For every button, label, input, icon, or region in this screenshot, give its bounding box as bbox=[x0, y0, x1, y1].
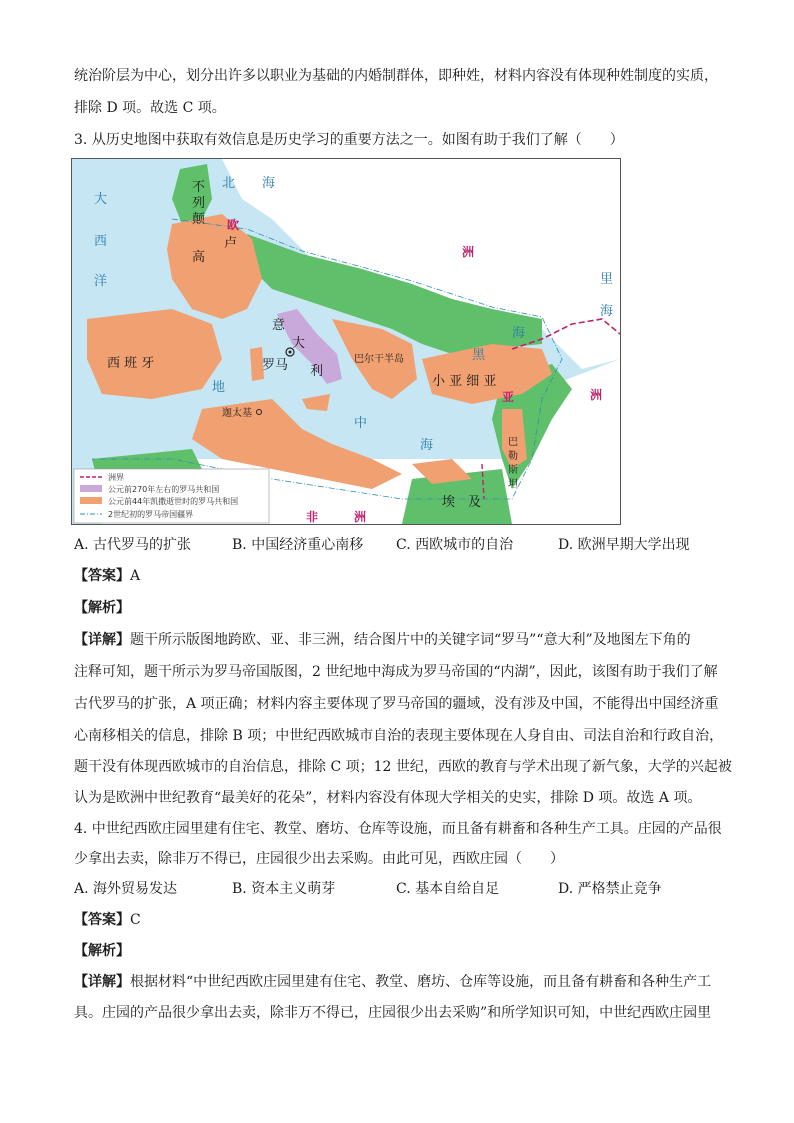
explanation-line: 古代罗马的扩张，A 项正确；材料内容主要体现了罗马帝国的疆域，没有涉及中国，不能得出中国经济重 bbox=[74, 696, 719, 712]
svg-text:公元前270年左右的罗马共和国: 公元前270年左右的罗马共和国 bbox=[108, 485, 220, 494]
answer-3: 【答案】A bbox=[74, 568, 141, 584]
question-4-cont: 少拿出去卖，除非万不得已，庄园很少出去采购。由此可见，西欧庄园（ ） bbox=[74, 851, 564, 867]
option-c[interactable]: C. 基本自给自足 bbox=[396, 881, 500, 897]
option-a[interactable]: A. 海外贸易发达 bbox=[74, 881, 178, 897]
label-egypt: 埃 及 bbox=[442, 495, 482, 510]
analysis-heading: 【解析】 bbox=[74, 943, 130, 959]
label-gaul: 高 bbox=[192, 250, 206, 265]
label-balkans: 巴尔干半岛 bbox=[354, 354, 404, 365]
svg-text:卢: 卢 bbox=[224, 236, 238, 251]
explanation-line: 具。庄园的产品很少拿出去卖，除非万不得已，庄园很少出去采购”和所学知识可知，中世纪西欧庄园里 bbox=[74, 1005, 712, 1021]
explanation-line: 心南移相关的信息，排除 B 项；中世纪西欧城市自治的表现主要体现在人身自由、司法自治和行政自治， bbox=[74, 728, 724, 744]
label-europe: 欧 bbox=[227, 218, 240, 232]
svg-text:洋: 洋 bbox=[94, 274, 108, 289]
explanation-line: 【详解】根据材料“中世纪西欧庄园里建有住宅、教堂、磨坊、仓库等设施，而且备有耕畜和各种生产工 bbox=[74, 974, 712, 990]
option-b[interactable]: B. 资本主义萌芽 bbox=[232, 881, 336, 897]
svg-text:洲: 洲 bbox=[590, 388, 603, 402]
label-spain: 西 班 牙 bbox=[107, 356, 155, 371]
label-black-sea: 黑 bbox=[472, 348, 486, 363]
label-mediterranean: 地 bbox=[212, 380, 226, 395]
text-line: 排除 D 项。故选 C 项。 bbox=[74, 100, 226, 116]
explanation-line: 认为是欧洲中世纪教育“最美好的花朵”，材料内容没有体现大学相关的史实，排除 D 项。故选 A 项。 bbox=[74, 790, 702, 806]
svg-text:斯: 斯 bbox=[508, 465, 518, 476]
label-atlantic: 大 bbox=[94, 192, 108, 207]
svg-text:海: 海 bbox=[600, 304, 614, 319]
label-britain: 不 bbox=[192, 180, 206, 195]
svg-text:中: 中 bbox=[354, 416, 368, 431]
option-a[interactable]: A. 古代罗马的扩张 bbox=[74, 537, 192, 553]
svg-text:海: 海 bbox=[512, 326, 526, 341]
svg-text:列: 列 bbox=[192, 196, 206, 211]
svg-text:海: 海 bbox=[420, 438, 434, 453]
label-asia: 亚 bbox=[502, 390, 515, 404]
svg-text:洲: 洲 bbox=[462, 245, 475, 259]
svg-text:2世纪初的罗马帝国疆界: 2世纪初的罗马帝国疆界 bbox=[108, 510, 194, 519]
svg-text:西: 西 bbox=[94, 234, 108, 249]
roman-empire-map bbox=[71, 158, 621, 525]
map-legend bbox=[74, 469, 269, 523]
analysis-heading: 【解析】 bbox=[74, 600, 130, 616]
svg-text:颠: 颠 bbox=[192, 212, 206, 227]
svg-text:公元前44年凯撒逝世时的罗马共和国: 公元前44年凯撒逝世时的罗马共和国 bbox=[108, 497, 239, 506]
label-north-sea: 北 bbox=[222, 176, 236, 191]
option-c[interactable]: C. 西欧城市的自治 bbox=[396, 537, 514, 553]
label-anatolia: 小 亚 细 亚 bbox=[432, 374, 497, 389]
svg-text:坦: 坦 bbox=[508, 479, 518, 490]
svg-text:海: 海 bbox=[262, 176, 276, 191]
label-italy: 意 bbox=[272, 318, 286, 333]
options-q3 bbox=[74, 535, 734, 555]
option-d[interactable]: D. 严格禁止竞争 bbox=[558, 881, 662, 897]
option-b[interactable]: B. 中国经济重心南移 bbox=[232, 537, 364, 553]
label-carthage: 迦太基 bbox=[222, 408, 252, 419]
label-palestine: 巴 bbox=[508, 437, 518, 448]
label-rome: 罗马 bbox=[262, 358, 289, 373]
answer-4: 【答案】C bbox=[74, 912, 141, 928]
explanation-line: 题干没有体现西欧城市的自治信息，排除 C 项；12 世纪，西欧的教育与学术出现了新气象，大学的兴起被 bbox=[74, 759, 732, 775]
question-4: 4. 中世纪西欧庄园里建有住宅、教堂、磨坊、仓库等设施，而且备有耕畜和各种生产工具。庄园的产品很 bbox=[74, 821, 722, 837]
option-d[interactable]: D. 欧洲早期大学出现 bbox=[558, 537, 690, 553]
label-caspian: 里 bbox=[600, 272, 614, 287]
explanation-line: 【详解】题干所示版图地跨欧、亚、非三洲，结合图片中的关键字词“罗马”“意大利”及地图左下角的 bbox=[74, 632, 691, 648]
question-3: 3. 从历史地图中获取有效信息是历史学习的重要方法之一。如图有助于我们了解（ ） bbox=[74, 132, 624, 148]
svg-text:洲界: 洲界 bbox=[108, 473, 124, 482]
explanation-line: 注释可知，题干所示为罗马帝国版图，2 世纪地中海成为罗马帝国的“内湖”，因此，该图有助于我们了解 bbox=[74, 664, 718, 680]
svg-text:大: 大 bbox=[292, 336, 306, 351]
text-line: 统治阶层为中心，划分出许多以职业为基础的内婚制群体，即种姓，材料内容没有体现种姓制度的实质， bbox=[74, 68, 718, 84]
svg-text:利: 利 bbox=[310, 364, 324, 379]
svg-text:勒: 勒 bbox=[508, 451, 518, 462]
republic-spain bbox=[87, 309, 222, 399]
options-q4 bbox=[74, 879, 734, 899]
label-africa: 非 洲 bbox=[306, 510, 367, 524]
